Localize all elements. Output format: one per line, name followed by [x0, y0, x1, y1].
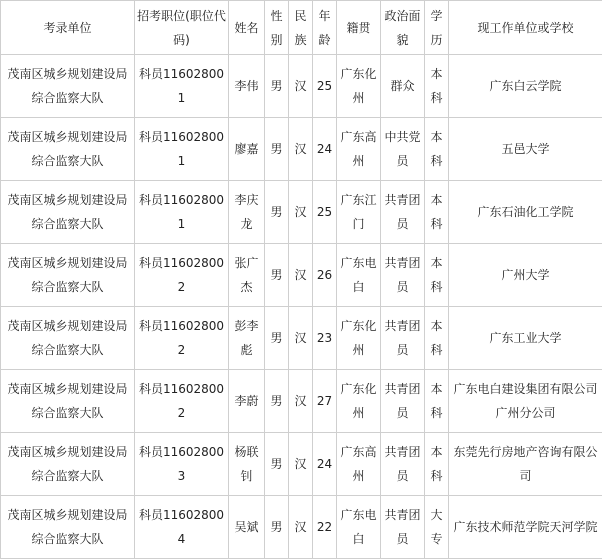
cell-age: 23 — [313, 307, 337, 370]
header-position: 招考职位(职位代码) — [135, 1, 229, 55]
header-unit: 考录单位 — [1, 1, 135, 55]
cell-position: 科员116028001 — [135, 55, 229, 118]
cell-workplace: 广东石油化工学院 — [449, 181, 602, 244]
cell-origin: 广东化州 — [337, 55, 381, 118]
cell-name: 杨联钊 — [229, 433, 265, 496]
cell-age: 25 — [313, 181, 337, 244]
cell-political: 共青团员 — [381, 181, 425, 244]
table-row — [1, 181, 602, 244]
cell-age: 22 — [313, 496, 337, 559]
cell-gender: 男 — [265, 496, 289, 559]
header-row — [1, 1, 602, 55]
cell-origin: 广东化州 — [337, 307, 381, 370]
cell-gender: 男 — [265, 55, 289, 118]
cell-ethnicity: 汉 — [289, 181, 313, 244]
cell-education: 本科 — [425, 370, 449, 433]
cell-age: 25 — [313, 55, 337, 118]
cell-gender: 男 — [265, 244, 289, 307]
table-row — [1, 307, 602, 370]
cell-origin: 广东高州 — [337, 118, 381, 181]
cell-name: 张广杰 — [229, 244, 265, 307]
cell-political: 共青团员 — [381, 370, 425, 433]
cell-ethnicity: 汉 — [289, 118, 313, 181]
cell-workplace: 广东工业大学 — [449, 307, 602, 370]
cell-ethnicity: 汉 — [289, 244, 313, 307]
table-row — [1, 496, 602, 559]
cell-unit: 茂南区城乡规划建设局综合监察大队 — [1, 370, 135, 433]
cell-age: 26 — [313, 244, 337, 307]
cell-education: 本科 — [425, 181, 449, 244]
cell-position: 科员116028002 — [135, 244, 229, 307]
cell-workplace: 广东电白建设集团有限公司广州分公司 — [449, 370, 602, 433]
cell-origin: 广东高州 — [337, 433, 381, 496]
cell-unit: 茂南区城乡规划建设局综合监察大队 — [1, 307, 135, 370]
cell-political: 群众 — [381, 55, 425, 118]
table-header — [1, 1, 602, 55]
cell-unit: 茂南区城乡规划建设局综合监察大队 — [1, 496, 135, 559]
cell-education: 大专 — [425, 496, 449, 559]
cell-name: 李庆龙 — [229, 181, 265, 244]
cell-age: 27 — [313, 370, 337, 433]
cell-origin: 广东电白 — [337, 244, 381, 307]
header-name: 姓名 — [229, 1, 265, 55]
cell-position: 科员116028002 — [135, 307, 229, 370]
header-gender: 性别 — [265, 1, 289, 55]
cell-education: 本科 — [425, 244, 449, 307]
cell-ethnicity: 汉 — [289, 55, 313, 118]
header-age: 年龄 — [313, 1, 337, 55]
cell-position: 科员116028002 — [135, 370, 229, 433]
cell-education: 本科 — [425, 433, 449, 496]
header-workplace: 现工作单位或学校 — [449, 1, 602, 55]
header-origin: 籍贯 — [337, 1, 381, 55]
cell-unit: 茂南区城乡规划建设局综合监察大队 — [1, 181, 135, 244]
header-political: 政治面貌 — [381, 1, 425, 55]
cell-unit: 茂南区城乡规划建设局综合监察大队 — [1, 118, 135, 181]
table-body — [1, 55, 602, 559]
cell-political: 共青团员 — [381, 244, 425, 307]
cell-ethnicity: 汉 — [289, 370, 313, 433]
cell-workplace: 东莞先行房地产咨询有限公司 — [449, 433, 602, 496]
cell-ethnicity: 汉 — [289, 433, 313, 496]
cell-gender: 男 — [265, 370, 289, 433]
cell-ethnicity: 汉 — [289, 307, 313, 370]
cell-education: 本科 — [425, 118, 449, 181]
cell-gender: 男 — [265, 118, 289, 181]
cell-origin: 广东电白 — [337, 496, 381, 559]
cell-gender: 男 — [265, 181, 289, 244]
cell-origin: 广东化州 — [337, 370, 381, 433]
cell-political: 共青团员 — [381, 433, 425, 496]
table-row — [1, 55, 602, 118]
cell-name: 吴斌 — [229, 496, 265, 559]
cell-education: 本科 — [425, 55, 449, 118]
cell-position: 科员116028001 — [135, 118, 229, 181]
cell-name: 李伟 — [229, 55, 265, 118]
cell-position: 科员116028004 — [135, 496, 229, 559]
cell-political: 共青团员 — [381, 307, 425, 370]
table-row — [1, 118, 602, 181]
cell-ethnicity: 汉 — [289, 496, 313, 559]
cell-gender: 男 — [265, 307, 289, 370]
cell-name: 彭李彪 — [229, 307, 265, 370]
cell-workplace: 广州大学 — [449, 244, 602, 307]
cell-name: 李蔚 — [229, 370, 265, 433]
cell-age: 24 — [313, 118, 337, 181]
cell-unit: 茂南区城乡规划建设局综合监察大队 — [1, 55, 135, 118]
header-ethnicity: 民族 — [289, 1, 313, 55]
cell-gender: 男 — [265, 433, 289, 496]
cell-position: 科员116028003 — [135, 433, 229, 496]
table-row — [1, 433, 602, 496]
cell-workplace: 广东技术师范学院天河学院 — [449, 496, 602, 559]
header-education: 学历 — [425, 1, 449, 55]
cell-origin: 广东江门 — [337, 181, 381, 244]
cell-age: 24 — [313, 433, 337, 496]
cell-political: 中共党员 — [381, 118, 425, 181]
cell-workplace: 广东白云学院 — [449, 55, 602, 118]
cell-workplace: 五邑大学 — [449, 118, 602, 181]
table-row — [1, 244, 602, 307]
cell-political: 共青团员 — [381, 496, 425, 559]
cell-unit: 茂南区城乡规划建设局综合监察大队 — [1, 244, 135, 307]
table-row — [1, 370, 602, 433]
cell-name: 廖嘉 — [229, 118, 265, 181]
cell-unit: 茂南区城乡规划建设局综合监察大队 — [1, 433, 135, 496]
cell-position: 科员116028001 — [135, 181, 229, 244]
cell-education: 本科 — [425, 307, 449, 370]
